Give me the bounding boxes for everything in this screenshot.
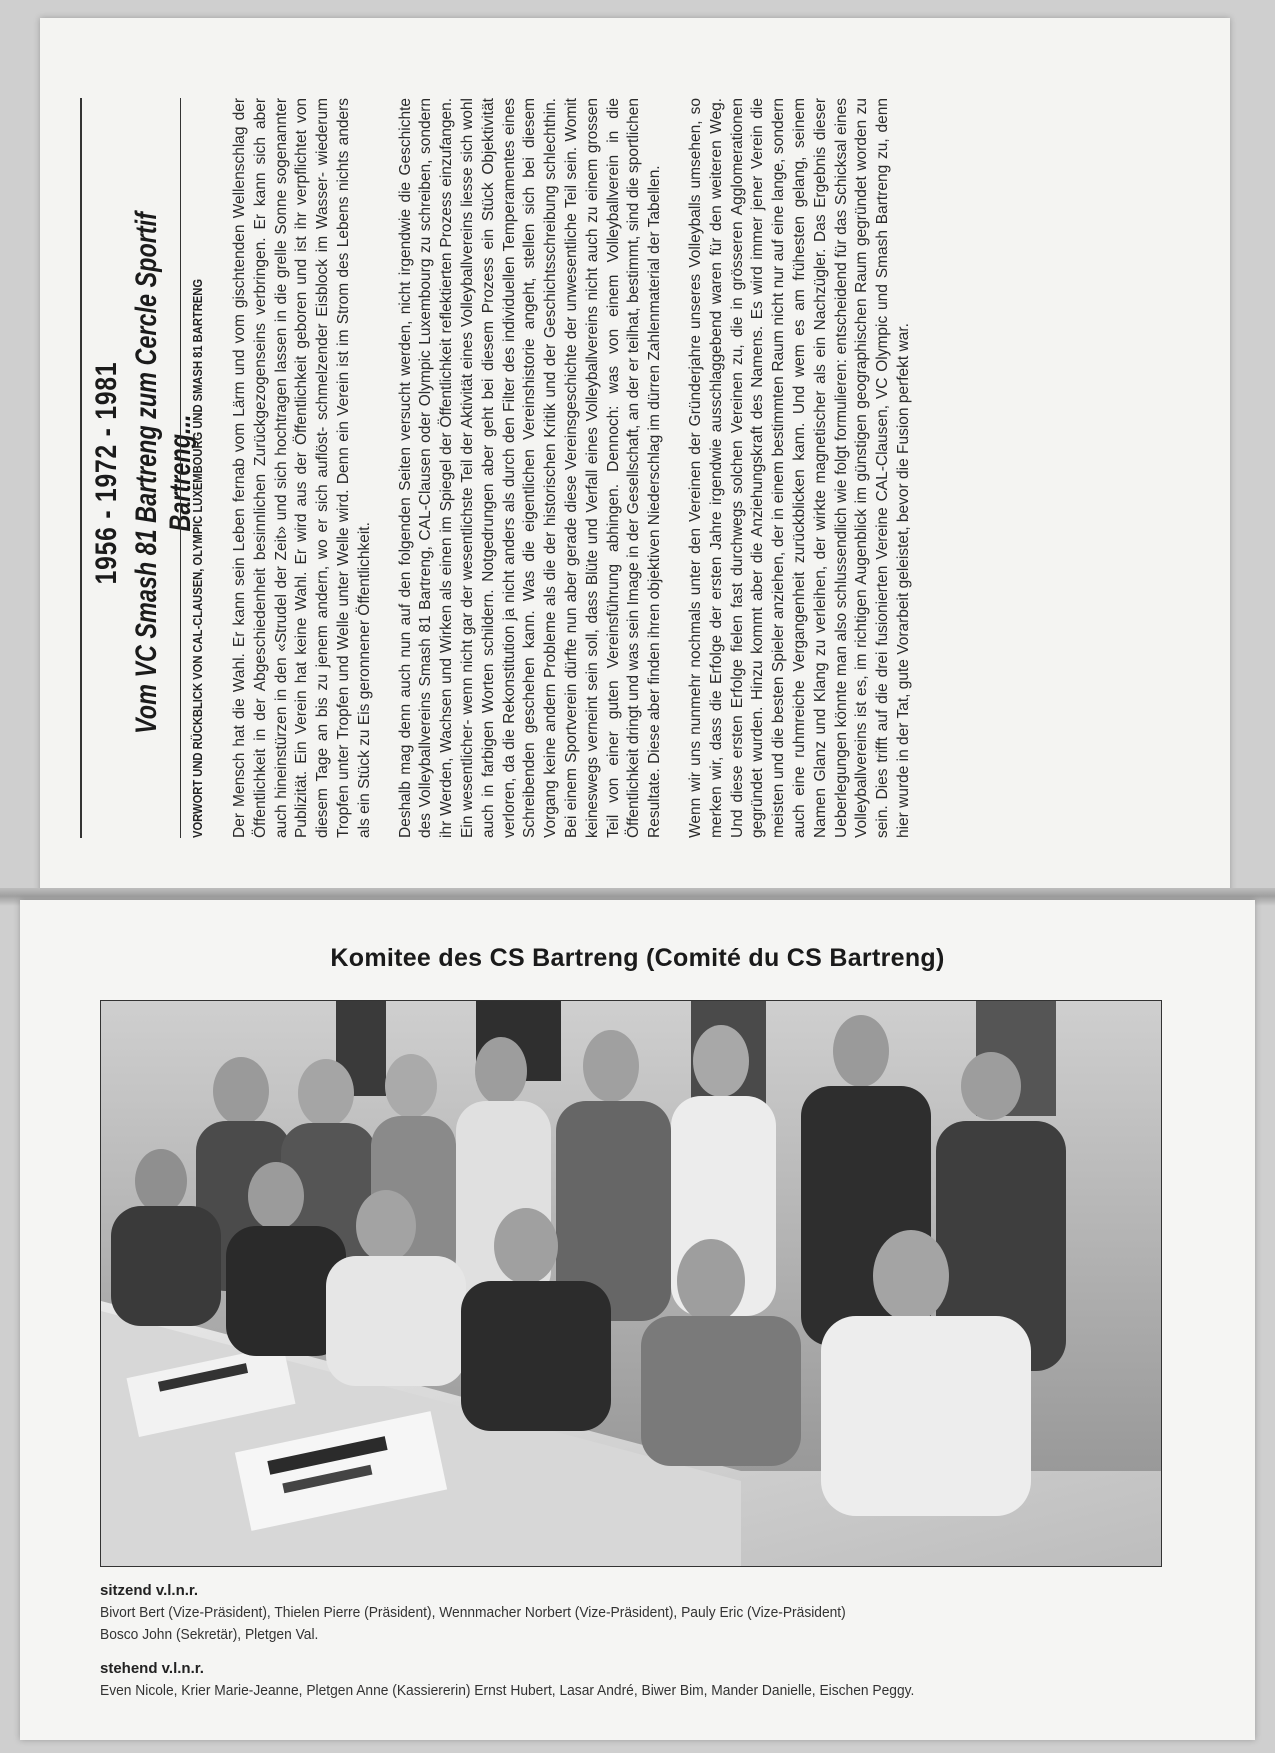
article-subtitle: VORWORT UND RÜCKBLICK VON CAL-CLAUSEN, OLYMPIC LUXEMBOURG UND SMASH 81 BARTRENG — [190, 278, 205, 838]
header-rule-bottom — [180, 98, 181, 838]
article-paragraph-3: Wenn wir uns nunmehr nochmals unter den Vereinen der Gründerjahre unseres Volleyballs umsehen, so merken wir, dass die Erfolge der ersten Jahre irgendwie ausschlaggebend waren für den weiteren Weg. Und diese ersten Erfolge fielen fast durchwegs solchen Vereinen zu, die in grösseren Agglomerationen gegründet wurden. Hinzu kommt aber die Anziehungskraft des Namens. Es wird immer jener Verein die meisten und die besten Spieler anziehen, der in einem bestimmten Raum nicht nur auf eine lange, sondern auch eine ruhmreiche Vergangenheit zurückblicken kann. Und wem es am frühesten gelang, seinem Namen Glanz und Klang zu verleihen, der wirkte magnetischer als ein Nachzügler. Das Ergebnis dieser Ueberlegungen könnte man also schlussendlich wie folgt formulieren: entscheidend für das Schicksal eines Volleyballvereins ist es, im richtigen Augenblick im günstigen geographischen Raum gegründet worden zu sein. Dies trifft auf die drei fusionierten Vereine CAL-Clausen, VC Olympic und Smash Bartreng zu, denn hier wurde in der Tat, gute Vorarbeit geleistet, bevor die Fusion perfekt war. — [686, 98, 912, 838]
rotated-article — [80, 88, 1160, 858]
standing-heading: stehend v.l.n.r. — [100, 1660, 204, 1677]
photo-caption — [100, 1580, 1200, 1702]
seated-line-1: Bivort Bert (Vize-Präsident), Thielen Pierre (Präsident), Wennmacher Norbert (Vize-Präsident), Pauly Eric (Vize-Präsident) — [100, 1604, 846, 1621]
article-title: Vom VC Smash 81 Bartreng zum Cercle Sportif Bartreng... — [130, 212, 197, 734]
committee-photo — [100, 1000, 1162, 1567]
article-body — [230, 98, 935, 838]
standing-line-1: Even Nicole, Krier Marie-Jeanne, Pletgen Anne (Kassiererin) Ernst Hubert, Lasar André, Biwer Bim, Mander Danielle, Eischen Peggy. — [100, 1682, 915, 1699]
seated-heading: sitzend v.l.n.r. — [100, 1582, 199, 1599]
article-paragraph-1: Der Mensch hat die Wahl. Er kann sein Leben fernab vom Lärm und vom gischtenden Wellenschlag der Öffentlichkeit in der Abgeschiedenheit besinnlichen Zurückgezogenseins verbringen. Er kann sich aber auch hineinstürzen in den «Strudel der Zeit» und sich hochtragen lassen in die grelle Sonne sogenannter Publizität. Ein Verein hat keine Wahl. Er wird aus der Öffentlichkeit geboren und ist ihr verpflichtet von diesem Tage an bis zu jenem andern, wo er sich auflöst- schmelzender Eisblock im Wasser- wiederum Tropfen unter Tropfen und Welle unter Welle wird. Denn ein Verein ist im Strom des Lebens nichts anders als ein Stück zu Eis geronnener Öffentlichkeit. — [231, 98, 373, 838]
article-paragraph-2: Deshalb mag denn auch nun auf den folgenden Seiten versucht werden, nicht irgendwie die Geschichte des Volleyballvereins Smash 81 Bartreng, CAL-Clausen oder Olympic Luxembourg zu schreiben, sondern ihr Werden, Wachsen und Wirken als einen im Spiegel der Öffentlichkeit reflektierten Prozess einzufangen. Ein wesentlicher- wenn nicht gar der wesentlichste Teil der Aktivität eines Volleyballvereins liesse sich wohl auch in farbigen Worten schildern. Notgedrungen aber geht bei diesem Prozess ein Stück Objektivität verloren, da die Rekonstitution ja nicht anders als durch den Filter des individuellen Temperamentes eines Schreibenden geschehen kann. Was die eigentlichen Vereinshistorie angeht, stellen sich bei diesem Vorgang keine andern Probleme als die der historischen Kritik und der Geschichtsschreibung schlechthin. Bei einem Sportverein dürfte nun aber gerade diese Vereinsgeschichte der unwesentliche Teil sein. Womit keineswegs verneint sein soll, dass Blüte und Verfall eines Volleyballvereins nicht auch zu einem grossen Teil von einer guten Vereinsführung abhingen. Dennoch: was von einem Volleyballverein in die Öffentlichkeit dringt und was sein Image in der Gesellschaft, an der er teilhat, bestimmt, sind die sportlichen Resultate. Diese aber finden ihren objektiven Niederschlag im dürren Zahlenmaterial der Tabellen. — [396, 98, 664, 838]
article-years: 1956 - 1972 - 1981 — [90, 361, 123, 585]
seated-line-2: Bosco John (Sekretär), Pletgen Val. — [100, 1626, 319, 1643]
committee-photo-illustration — [101, 1001, 1161, 1566]
header-rule-top — [80, 98, 82, 838]
photo-title: Komitee des CS Bartreng (Comité du CS Bartreng) — [330, 944, 945, 972]
